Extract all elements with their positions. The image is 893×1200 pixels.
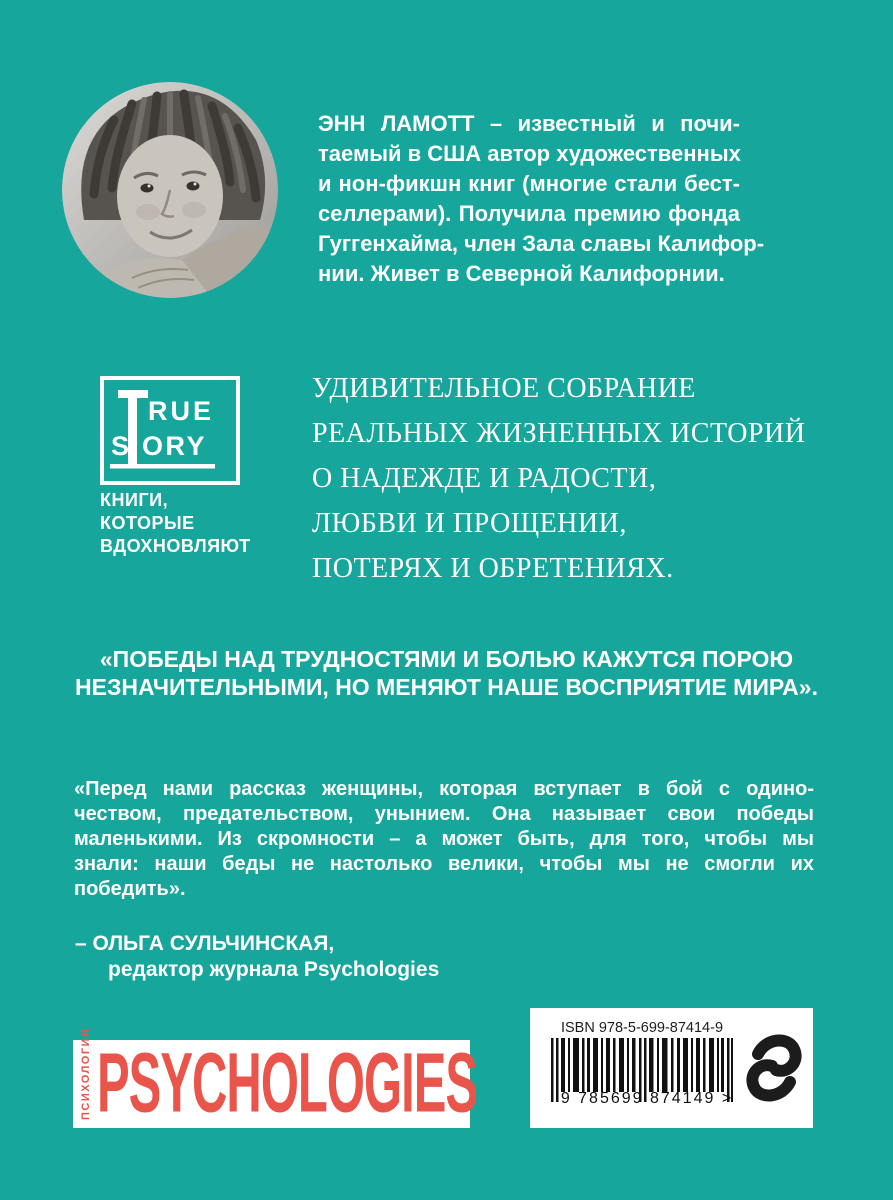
logo-text-ory: ORY xyxy=(142,431,208,461)
isbn-barcode-box xyxy=(530,1008,813,1128)
headline-line: РЕАЛЬНЫХ ЖИЗНЕННЫХ ИСТОРИЙ xyxy=(312,418,806,449)
series-tagline-line1: КНИГИ, КОТОРЫЕ xyxy=(100,490,195,533)
series-tagline-line2: ВДОХНОВЛЯЮТ xyxy=(100,536,251,556)
author-portrait-illustration xyxy=(62,82,278,298)
psychologies-logo-text: PSYCHOLOGIES xyxy=(97,1037,478,1131)
eksmo-logo xyxy=(746,1030,802,1111)
psychologies-vertical-label: ПСИХОЛОГИЯ xyxy=(80,1027,92,1120)
barcode-digits: 9 785699 874149 > xyxy=(560,1090,734,1107)
headline-line: УДИВИТЕЛЬНОЕ СОБРАНИЕ xyxy=(312,373,696,404)
pull-quote-line1: «ПОБЕДЫ НАД ТРУДНОСТЯМИ И БОЛЬЮ КАЖУТСЯ ПОРОЮ xyxy=(99,646,794,672)
author-bio xyxy=(318,109,765,289)
bio-line: таемый в США автор художественных xyxy=(318,141,741,166)
bio-line: Гуггенхайма, член Зала славы Калифор- xyxy=(318,231,765,256)
bio-line: нии. Живет в Северной Калифорнии. xyxy=(318,261,725,286)
review-line: знали: наши беды не настолько велики, чтобы мы не смогли их xyxy=(74,853,814,875)
bio-line: ЭНН ЛАМОТТ – известный и почи- xyxy=(318,111,740,136)
review-line: маленькими. Из скромности – а может быть, для того, чтобы мы xyxy=(74,828,814,850)
psychologies-logo-box xyxy=(73,1027,478,1131)
pull-quote-line2: НЕЗНАЧИТЕЛЬНЫМИ, НО МЕНЯЮТ НАШЕ ВОСПРИЯТИЕ МИРА». xyxy=(75,674,818,700)
eksmo-publisher-icon xyxy=(746,1030,802,1106)
true-story-logo xyxy=(100,376,240,485)
headline-line: О НАДЕЖДЕ И РАДОСТИ, xyxy=(312,463,657,494)
reviewer-name: – ОЛЬГА СУЛЬЧИНСКАЯ, xyxy=(75,932,335,955)
book-description-headline xyxy=(312,366,852,591)
bio-line: селлерами). Получила премию фонда xyxy=(318,201,740,226)
headline-line: ЛЮБВИ И ПРОЩЕНИИ, xyxy=(312,508,627,539)
logo-text-rue: RUE xyxy=(148,396,215,426)
true-story-logo-icon xyxy=(100,376,240,485)
author-photo xyxy=(62,82,278,298)
review-attribution xyxy=(75,931,675,983)
isbn-label: ISBN 978-5-699-87414-9 xyxy=(560,1020,724,1036)
review-line: победить». xyxy=(74,878,186,900)
series-tagline xyxy=(100,489,260,558)
pull-quote xyxy=(30,645,863,701)
review-line: чеством, предательством, унынием. Она называет свои победы xyxy=(74,803,814,825)
reviewer-role: редактор журнала Psychologies xyxy=(108,958,440,981)
review-quote xyxy=(74,777,814,902)
bio-line: и нон-фикшн книг (многие стали бест- xyxy=(318,171,740,196)
headline-line: ПОТЕРЯХ И ОБРЕТЕНИЯХ. xyxy=(312,553,674,584)
logo-text-s: S xyxy=(111,431,130,461)
review-line: «Перед нами рассказ женщины, которая вступает в бой с одино- xyxy=(74,778,814,800)
